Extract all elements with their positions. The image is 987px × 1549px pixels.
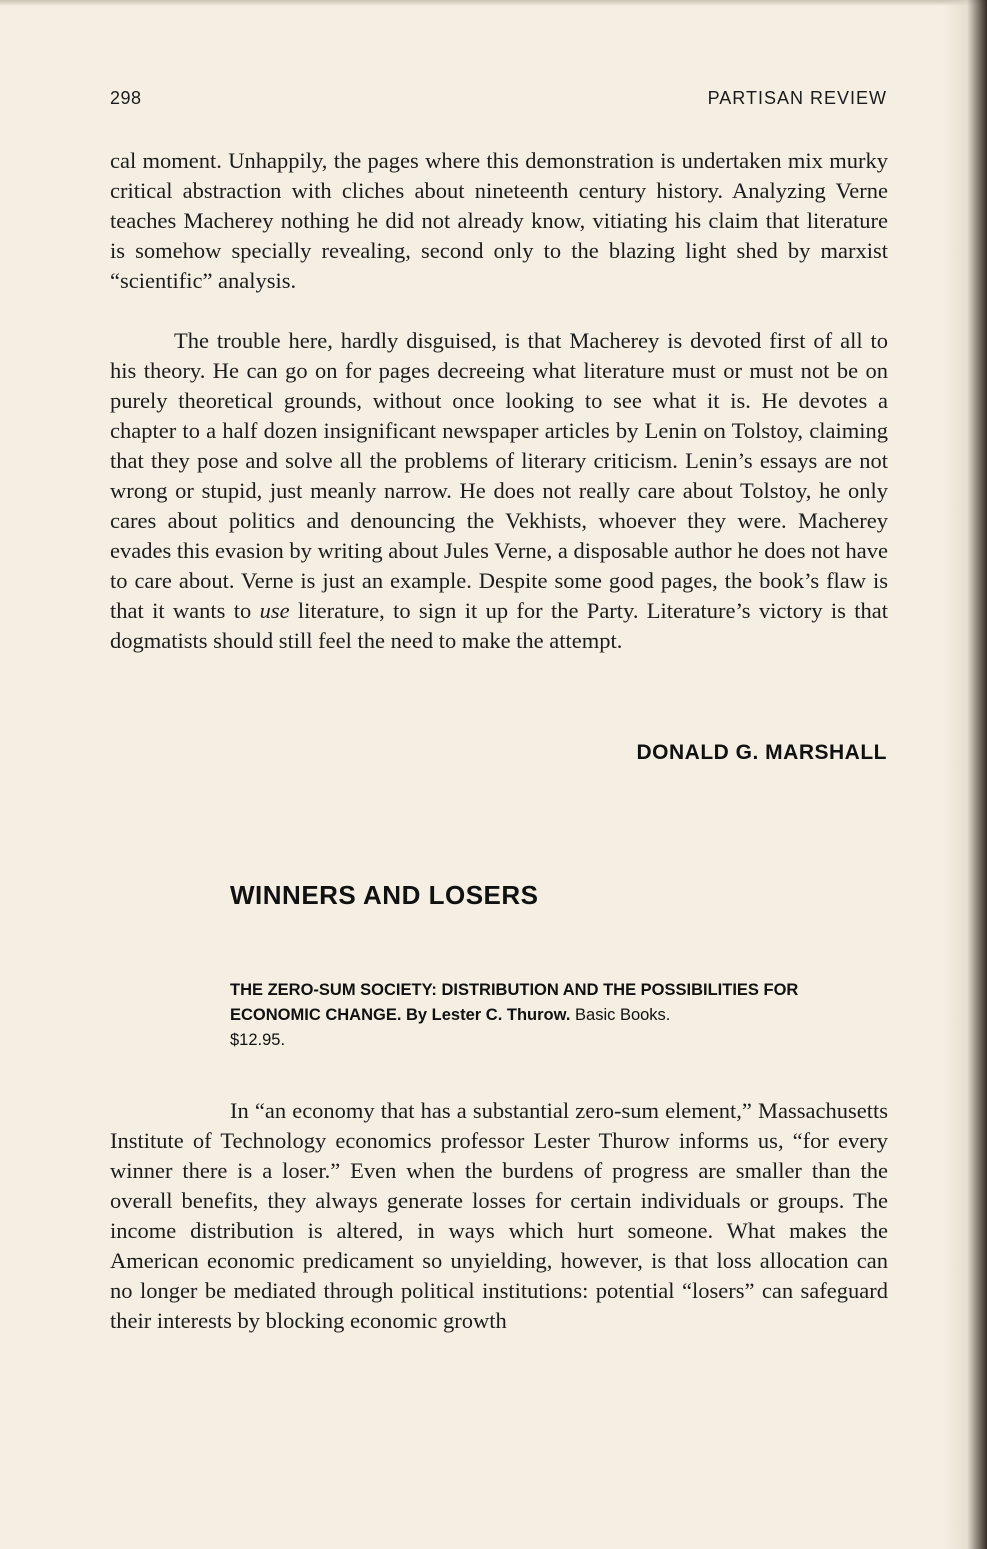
book-citation <box>230 978 890 1053</box>
previous-review-paragraph-1 <box>110 146 888 296</box>
paragraph-text: cal moment. Unhappily, the pages where this demonstration is undertaken mix murky critical abstraction with cliches about nineteenth century history. Analyzing Verne teaches Macherey nothing he did not already know, vitiating his claim that literature is somehow specially revealing, second only to the blazing light shed by marxist “scientific” analysis. <box>110 148 888 293</box>
new-review-body <box>110 1096 888 1336</box>
paragraph-text <box>110 326 888 656</box>
paragraph-text: In “an economy that has a substantial zero-sum element,” Massachusetts Institute of Technology economics professor Lester Thurow informs us, “for every winner there is a loser.” Even when the burdens of progress are smaller than the overall benefits, they always generate losses for certain individuals or groups. The income distribution is altered, in ways which hurt someone. What makes the American economic predicament so unyielding, however, is that loss allocation can no longer be mediated through political institutions: potential “losers” can safeguard their interests by blocking economic growth <box>110 1098 888 1333</box>
reviewer-signature: DONALD G. MARSHALL <box>636 741 887 764</box>
running-header-title: PARTISAN REVIEW <box>707 88 887 108</box>
book-price: $12.95. <box>230 1031 286 1049</box>
previous-review-paragraph-2 <box>110 326 888 656</box>
emphasized-word: use <box>259 598 290 623</box>
page-number: 298 <box>110 88 142 108</box>
book-publisher: Basic Books. <box>570 1006 671 1024</box>
paragraph-text-part-2: literature, to sign it up for the Party. Literature’s victory is that dogmatists should still feel the need to make the attempt. <box>110 598 888 653</box>
paragraph-text-part-1: The trouble here, hardly disguised, is that Macherey is devoted first of all to his theory. He can go on for pages decreeing what literature must or must not be on purely theoretical grounds, without once looking to see what it is. He devotes a chapter to a half dozen insignificant newspaper articles by Lenin on Tolstoy, claiming that they pose and solve all the problems of literary criticism. Lenin’s essays are not wrong or stupid, just meanly narrow. He does not really care about Tolstoy, he only cares about politics and denouncing the Vekhists, whoever they were. Macherey evades this evasion by writing about Jules Verne, a disposable author he does not have to care about. Verne is just an example. Despite some good pages, the book’s flaw is that it wants to <box>110 328 888 623</box>
page-binding-edge <box>943 0 987 1549</box>
book-title: THE ZERO-SUM SOCIETY: DISTRIBUTION AND THE POSSIBILITIES FOR ECONOMIC CHANGE. By Lester C. Thurow. <box>230 981 799 1024</box>
review-heading: WINNERS AND LOSERS <box>230 880 539 910</box>
page-top-shadow <box>0 0 987 6</box>
